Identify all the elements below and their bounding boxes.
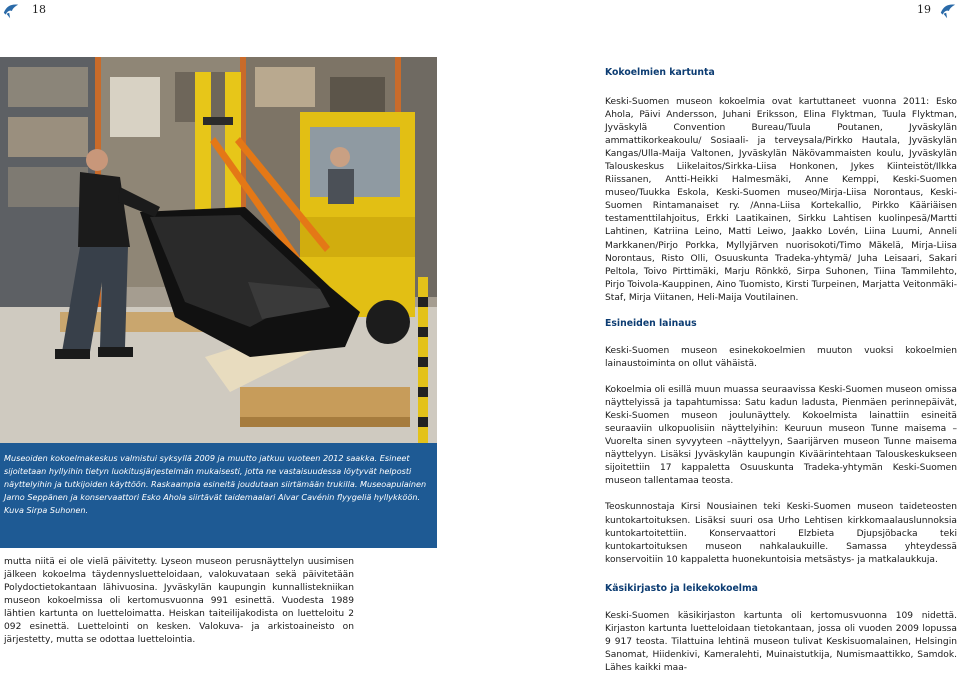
bird-logo-icon	[2, 2, 20, 20]
paragraph: Kokoelmia oli esillä muun muassa seuraavissa Keski-Suomen museon omissa näyttelyissä ja tapahtumissa: Satu kadun ladusta, Pienmäen perinnepäivät, Keski-Suomen museon joulunäyttely. Kokoelmista lainattiin esineitä seuraaviin ulkopuolisiin näyttelyihin: Keuruun museon Tunne maisema – Vuorelta sinen syvyyteen –näyttelyyn, Saarijärven museon Tunne maisema näyttelyyn. Lisäksi Jyväskylän kaupungin Kiväärintehtaan Talouskeskukseen sijoitettiin 17 kappaletta Osuuskunta Tradeka-yhtymän Keski-Suomen museon tallentamaa teosta.	[605, 385, 957, 487]
section-heading-kokoelmien-kartunta: Kokoelmien kartunta	[605, 67, 715, 78]
left-column-text	[4, 556, 354, 660]
bird-logo-icon	[939, 2, 957, 20]
page-number-right: 19	[917, 3, 931, 16]
section-body-kokoelmien-kartunta	[605, 96, 957, 318]
section-heading-kasikirjasto: Käsikirjasto ja leikekokoelma	[605, 583, 758, 594]
photo-caption: Museoiden kokoelmakeskus valmistui syksyllä 2009 ja muutto jatkuu vuoteen 2012 saakka. Esineet sijoitetaan hyllyihin tietyn luokitusjärjestelmän mukaisesti, jotta ne vastaisuudessa löytyvät helposti näyttelyihin ja tutkijoiden käyttöön. Raskaampia esineitä joudutaan siirtämään trukilla. Museoapulainen Jarno Seppänen ja konservaattori Esko Ahola siirtävät taidemaalari Alvar Cavénin flyygeliä hyllykköön. Kuva Sirpa Suhonen.	[4, 453, 427, 515]
paragraph: Keski-Suomen museon esinekokoelmien muuton vuoksi kokoelmien lainaustoiminta on ollut vähäistä.	[605, 346, 957, 370]
page-number-left: 18	[32, 3, 46, 16]
left-column-paragraph: mutta niitä ei ole vielä päivitetty. Lyseon museon perusnäyttelyn uusimisen jälkeen kokoelma täydennysluetteloidaan, valokuvataan sekä päivitetään Polydoctietokantaan lähivuosina. Jyväskylän kaupungin kunnallistekniikan museon kokoelmissa oli kertomusvuonna 991 esinettä. Vuodesta 1989 lähtien kartunta on luetteloimatta. Heiskan taiteilijakodista on luetteloitu 2 092 esinettä. Luettelointi on kesken. Valokuva- ja arkistoaineisto on järjestetty, mutta se odottaa luettelointia.	[4, 557, 354, 646]
section-body-esineiden-lainaus	[605, 345, 957, 580]
section-heading-esineiden-lainaus: Esineiden lainaus	[605, 318, 697, 329]
paragraph: Teoskunnostaja Kirsi Nousiainen teki Keski-Suomen museon taideteosten kuntokartoituksen. Lisäksi suuri osa Urho Lehtisen kirkkomaalauslunnoksia kuntokartoitettiin. Konservaattori Elzbieta Djupsjöbacka teki kuntokartoituksen museon nahkalaukuille. Samassa yhteydessä konservoitiin 10 kappaletta huonekuntoisia metsästys- ja matkalaukkuja.	[605, 502, 957, 565]
paragraph: Keski-Suomen museon kokoelmia ovat kartuttaneet vuonna 2011: Esko Ahola, Päivi Andersson, Juhani Eriksson, Elina Flyktman, Tuula Flyktman, Jyväskylä Convention Bureau/Tuula Poutanen, Jyväskylän ammattikorkeakoulu/ Sosiaali- ja terveysala/Pirkko Hautala, Jyväskylän Kangas/Ulla-Maija Valtonen, Jyväskylän Näkövammaisten koulu, Jyväskylän Talouskeskus Liikelaitos/Sirkka-Liisa Honkonen, Jykes Kiinteistöt/Ilkka Riissanen, Antti-Heikki Halmesmäki, Anne Kemppi, Keski-Suomen museo/Tuukka Eskola, Keski-Suomen museo/Mirja-Liisa Norontaus, Keski-Suomen Rintamanaiset ry. /Anna-Liisa Kortekallio, Pirkko Kääriäisen testamenttilahjoitus, Erkki Laatikainen, Sirkku Lahtisen kuolinpesä/Martti Lahtinen, Katriina Leino, Matti Leiwo, Jaakko Lovén, Liina Luumi, Anneli Markkanen/Pirjo Porkka, Myllyjärven nuorisokoti/Timo Mäkelä, Mirja-Liisa Norontaus, Risto Olli, Osuuskunta Tradeka-yhtymä/ Juha Leisaari, Sakari Peltola, Toivo Pirttimäki, Marju Rönkkö, Sirpa Suhonen, Tiina Tammilehto, Pirjo Toivola-Kauppinen, Aino Tuomisto, Kirsti Turpeinen, Marjatta Veitonmäki-Staf, Mirja Viitanen, Heli-Maija Voutilainen.	[605, 97, 957, 303]
section-body-kasikirjasto	[605, 610, 957, 688]
forklift-moving-piano-photo	[0, 57, 437, 443]
paragraph: Keski-Suomen käsikirjaston kartunta oli kertomusvuonna 109 nidettä. Kirjaston kartunta luetteloidaan tietokantaan, jossa oli vuoden 2009 lopussa 9 917 teosta. Tilattuina lehtinä museon tulivat Keskisuomalainen, Helsingin Sanomat, Hiidenkivi, Kameralehti, Muinaistutkija, Numismaattikko, Samdok. Lähes kaikki maa-	[605, 611, 957, 674]
